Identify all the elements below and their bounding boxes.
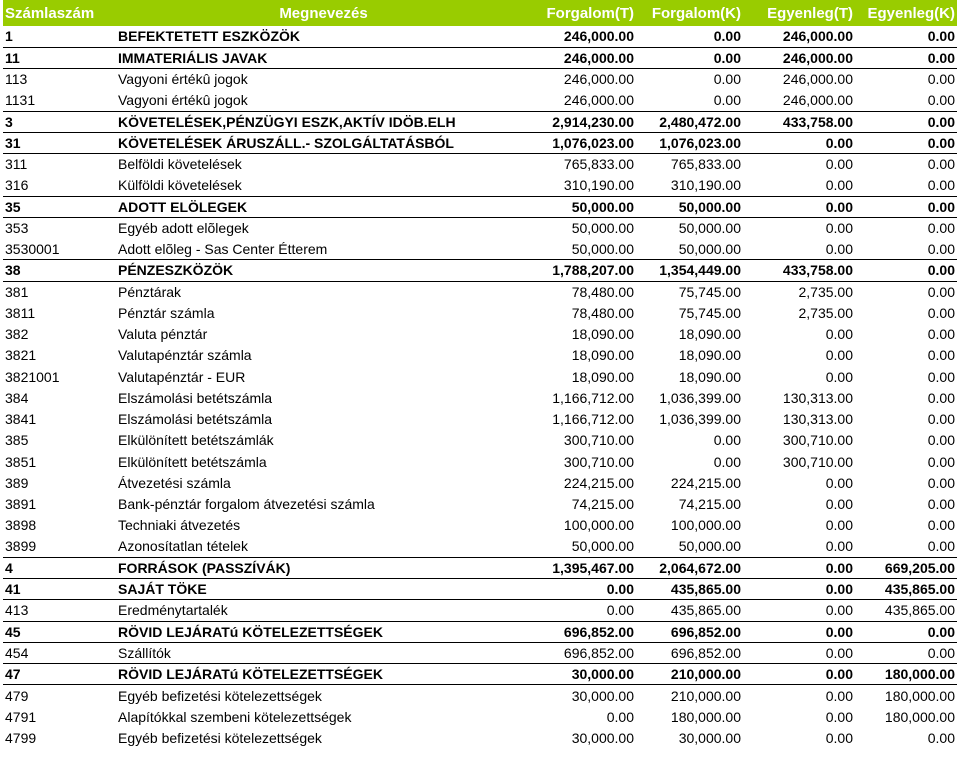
cell-account: 3898 [5, 517, 37, 534]
table-row [3, 600, 957, 621]
cell-turnover-t: 310,190.00 [563, 177, 634, 194]
cell-balance-k: 0.00 [855, 47, 957, 68]
cell-balance-k: 435,865.00 [855, 579, 957, 600]
cell-balance-k: 0.00 [927, 729, 955, 746]
cell-balance-t: 0.00 [743, 154, 855, 175]
cell-account: 479 [3, 685, 116, 706]
cell-turnover-t: 1,788,207.00 [531, 260, 636, 281]
cell-balance-t: 300,710.00 [782, 453, 853, 470]
cell-balance-k: 0.00 [927, 304, 955, 321]
cell-turnover-k: 696,852.00 [636, 642, 743, 663]
cell-turnover-k: 0.00 [636, 69, 743, 90]
cell-account: 3899 [5, 538, 37, 555]
cell-name: Elszámolási betétszámla [118, 389, 273, 406]
cell-balance-t: 0.00 [743, 579, 855, 600]
cell-turnover-t: 78,480.00 [531, 281, 636, 302]
cell-turnover-k: 0.00 [713, 432, 741, 449]
cell-account: 3841 [5, 411, 37, 428]
table-row [3, 26, 957, 47]
cell-balance-t: 2,735.00 [798, 304, 853, 321]
cell-turnover-k: 696,852.00 [636, 621, 743, 642]
cell-balance-k: 0.00 [927, 496, 955, 513]
cell-balance-k: 0.00 [927, 92, 955, 109]
table-row [3, 196, 957, 217]
cell-account: 1131 [5, 92, 36, 109]
cell-balance-t: 130,313.00 [782, 411, 853, 428]
cell-turnover-t: 30,000.00 [531, 664, 636, 685]
cell-account: 41 [3, 579, 116, 600]
table-row [3, 621, 957, 642]
cell-balance-t: 130,313.00 [782, 389, 853, 406]
cell-balance-t: 246,000.00 [743, 69, 855, 90]
header-balance-t: Egyenleg(T) [767, 4, 853, 22]
cell-balance-k: 0.00 [855, 111, 957, 132]
cell-turnover-k: 0.00 [713, 92, 741, 109]
cell-turnover-k: 765,833.00 [636, 154, 743, 175]
table-row [3, 324, 957, 345]
cell-name: Valutapénztár - EUR [118, 368, 246, 385]
cell-name: Egyéb befizetési kötelezettségek [116, 685, 531, 706]
cell-turnover-k: 100,000.00 [670, 517, 741, 534]
cell-account: 4799 [5, 729, 37, 746]
cell-account: 38 [3, 260, 116, 281]
cell-account: 45 [3, 621, 116, 642]
cell-balance-k: 0.00 [927, 240, 955, 257]
cell-account: 3851 [5, 453, 37, 470]
cell-account: 454 [3, 642, 116, 663]
cell-balance-k: 0.00 [927, 474, 955, 491]
table-row [3, 302, 957, 323]
table-row [3, 47, 957, 68]
cell-balance-k: 669,205.00 [855, 557, 957, 578]
cell-account: 3891 [5, 496, 37, 513]
cell-turnover-t: 0.00 [531, 579, 636, 600]
cell-account: 3811 [5, 304, 36, 321]
cell-turnover-k: 435,865.00 [636, 600, 743, 621]
cell-balance-t: 0.00 [743, 132, 855, 153]
cell-account: 385 [5, 432, 29, 449]
cell-turnover-k: 1,076,023.00 [636, 132, 743, 153]
cell-balance-k: 0.00 [927, 368, 955, 385]
cell-turnover-t: 1,395,467.00 [531, 557, 636, 578]
cell-account: 413 [3, 600, 116, 621]
cell-balance-t: 0.00 [825, 240, 853, 257]
cell-account: 381 [3, 281, 116, 302]
cell-turnover-t: 30,000.00 [531, 685, 636, 706]
cell-balance-t: 0.00 [825, 177, 853, 194]
cell-name: Külföldi követelések [118, 177, 242, 194]
cell-account: 31 [3, 132, 116, 153]
cell-account: 311 [3, 154, 116, 175]
cell-turnover-k: 75,745.00 [636, 281, 743, 302]
table-row [3, 260, 957, 281]
cell-balance-k: 0.00 [927, 432, 955, 449]
header-turnover-t: Forgalom(T) [546, 4, 634, 22]
cell-account: 384 [5, 389, 29, 406]
cell-balance-t: 0.00 [825, 708, 853, 725]
cell-balance-k: 435,865.00 [855, 600, 957, 621]
cell-name: Vagyoni értékû jogok [116, 69, 531, 90]
cell-balance-t: 0.00 [825, 368, 853, 385]
cell-balance-k: 180,000.00 [855, 664, 957, 685]
cell-balance-k: 0.00 [855, 132, 957, 153]
cell-turnover-k: 1,354,449.00 [636, 260, 743, 281]
cell-balance-k: 0.00 [927, 538, 955, 555]
cell-name: Adott elõleg - Sas Center Étterem [118, 240, 328, 257]
cell-turnover-t: 50,000.00 [571, 240, 634, 257]
cell-turnover-t: 78,480.00 [571, 304, 634, 321]
header-account: Számlaszám [5, 4, 95, 22]
table-row [3, 387, 957, 408]
cell-account: 3530001 [5, 240, 60, 257]
table-row [3, 239, 957, 260]
cell-name: KÖVETELÉSEK ÁRUSZÁLL.- SZOLGÁLTATÁSBÓL [116, 132, 531, 153]
cell-turnover-k: 210,000.00 [636, 685, 743, 706]
table-row [3, 111, 957, 132]
cell-turnover-t: 246,000.00 [531, 69, 636, 90]
cell-turnover-t: 696,852.00 [531, 642, 636, 663]
cell-balance-t: 246,000.00 [782, 28, 853, 45]
cell-turnover-t: 18,090.00 [571, 368, 634, 385]
cell-name: Bank-pénztár forgalom átvezetési számla [118, 496, 375, 513]
cell-balance-t: 2,735.00 [743, 281, 855, 302]
cell-turnover-t: 246,000.00 [563, 28, 634, 45]
cell-name: RÖVID LEJÁRATú KÖTELEZETTSÉGEK [116, 664, 531, 685]
header-name: Megnevezés [279, 4, 368, 22]
ledger-table [3, 0, 957, 749]
cell-balance-k: 0.00 [855, 154, 957, 175]
cell-turnover-k: 0.00 [636, 47, 743, 68]
cell-turnover-k: 2,480,472.00 [636, 111, 743, 132]
cell-balance-t: 0.00 [743, 664, 855, 685]
cell-name: RÖVID LEJÁRATú KÖTELEZETTSÉGEK [116, 621, 531, 642]
table-row [3, 557, 957, 578]
cell-account: 35 [3, 196, 116, 217]
cell-balance-t: 433,758.00 [743, 260, 855, 281]
cell-turnover-t: 246,000.00 [531, 47, 636, 68]
cell-balance-t: 0.00 [825, 496, 853, 513]
table-row [3, 494, 957, 515]
table-row [3, 69, 957, 90]
cell-balance-t: 0.00 [743, 642, 855, 663]
cell-turnover-k: 50,000.00 [678, 240, 741, 257]
cell-turnover-t: 18,090.00 [571, 326, 634, 343]
cell-turnover-t: 300,710.00 [563, 453, 634, 470]
cell-turnover-k: 1,036,399.00 [659, 389, 741, 406]
cell-balance-t: 0.00 [743, 217, 855, 238]
cell-turnover-t: 30,000.00 [571, 729, 634, 746]
cell-turnover-k: 18,090.00 [678, 368, 741, 385]
cell-account: 3821001 [5, 368, 60, 385]
table-row [3, 685, 957, 706]
table-row [3, 409, 957, 430]
cell-name: Elszámolási betétszámla [118, 411, 273, 428]
table-row [3, 132, 957, 153]
cell-turnover-k: 1,036,399.00 [659, 411, 741, 428]
cell-turnover-k: 18,090.00 [678, 326, 741, 343]
cell-balance-t: 0.00 [825, 474, 853, 491]
cell-account: 113 [3, 69, 116, 90]
cell-turnover-k: 30,000.00 [678, 729, 741, 746]
header-row [3, 0, 957, 26]
table-row [3, 175, 957, 196]
cell-balance-k: 0.00 [855, 281, 957, 302]
cell-balance-t: 300,710.00 [782, 432, 853, 449]
cell-turnover-k: 0.00 [713, 453, 741, 470]
cell-balance-t: 0.00 [743, 621, 855, 642]
cell-name: Valutapénztár számla [118, 347, 252, 364]
cell-turnover-t: 224,215.00 [563, 474, 634, 491]
table-row [3, 579, 957, 600]
cell-name: FORRÁSOK (PASSZÍVÁK) [116, 557, 531, 578]
cell-balance-t: 0.00 [743, 557, 855, 578]
cell-name: Valuta pénztár [118, 326, 208, 343]
cell-account: 1 [5, 28, 13, 45]
cell-name: Pénztár számla [118, 304, 215, 321]
cell-account: 3 [3, 111, 116, 132]
cell-balance-k: 0.00 [927, 326, 955, 343]
cell-account: 3821 [5, 347, 37, 364]
cell-balance-k: 0.00 [927, 517, 955, 534]
cell-balance-t: 0.00 [825, 347, 853, 364]
cell-balance-t: 0.00 [825, 538, 853, 555]
table-row [3, 90, 957, 111]
cell-turnover-t: 300,710.00 [563, 432, 634, 449]
cell-turnover-k: 75,745.00 [678, 304, 741, 321]
cell-turnover-t: 50,000.00 [531, 217, 636, 238]
cell-balance-t: 0.00 [825, 729, 853, 746]
cell-account: 4791 [5, 708, 37, 725]
cell-name: Azonosítatlan tételek [118, 538, 248, 555]
cell-name: Alapítókkal szembeni kötelezettségek [118, 708, 352, 725]
cell-turnover-k: 210,000.00 [636, 664, 743, 685]
cell-turnover-k: 50,000.00 [678, 538, 741, 555]
cell-turnover-k: 18,090.00 [678, 347, 741, 364]
cell-balance-k: 0.00 [855, 621, 957, 642]
table-row [3, 536, 957, 557]
cell-account: 353 [3, 217, 116, 238]
cell-balance-k: 180,000.00 [855, 685, 957, 706]
cell-turnover-t: 50,000.00 [531, 196, 636, 217]
cell-account: 382 [5, 326, 29, 343]
table-body [3, 26, 957, 749]
cell-name: PÉNZESZKÖZÖK [116, 260, 531, 281]
cell-turnover-t: 0.00 [531, 600, 636, 621]
cell-balance-t: 0.00 [825, 517, 853, 534]
cell-name: Egyéb adott elõlegek [116, 217, 531, 238]
cell-turnover-t: 696,852.00 [531, 621, 636, 642]
cell-balance-k: 0.00 [855, 260, 957, 281]
cell-balance-k: 0.00 [855, 69, 957, 90]
cell-turnover-t: 74,215.00 [571, 496, 634, 513]
cell-balance-t: 0.00 [743, 600, 855, 621]
cell-name: ADOTT ELÖLEGEK [116, 196, 531, 217]
cell-name: Pénztárak [116, 281, 531, 302]
cell-name: IMMATERIÁLIS JAVAK [116, 47, 531, 68]
cell-turnover-t: 1,166,712.00 [552, 411, 634, 428]
cell-turnover-t: 246,000.00 [563, 92, 634, 109]
cell-name: SAJÁT TÖKE [116, 579, 531, 600]
cell-turnover-k: 435,865.00 [636, 579, 743, 600]
cell-balance-t: 0.00 [743, 685, 855, 706]
cell-turnover-k: 180,000.00 [670, 708, 741, 725]
table-row [3, 642, 957, 663]
table-row [3, 515, 957, 536]
cell-name: Elkülönített betétszámla [118, 453, 267, 470]
table-row [3, 706, 957, 727]
table-row [3, 281, 957, 302]
cell-name: Eredménytartalék [116, 600, 531, 621]
cell-account: 4 [3, 557, 116, 578]
cell-balance-t: 433,758.00 [743, 111, 855, 132]
cell-balance-k: 0.00 [927, 453, 955, 470]
cell-turnover-k: 2,064,672.00 [636, 557, 743, 578]
cell-name: Elkülönített betétszámlák [118, 432, 274, 449]
table-row [3, 664, 957, 685]
cell-turnover-k: 310,190.00 [670, 177, 741, 194]
cell-name: Átvezetési számla [118, 474, 231, 491]
cell-account: 11 [3, 47, 116, 68]
cell-account: 316 [5, 177, 29, 194]
cell-balance-t: 0.00 [825, 326, 853, 343]
cell-turnover-k: 50,000.00 [636, 217, 743, 238]
cell-turnover-t: 18,090.00 [571, 347, 634, 364]
cell-turnover-t: 50,000.00 [571, 538, 634, 555]
cell-balance-k: 0.00 [855, 217, 957, 238]
cell-balance-k: 180,000.00 [884, 708, 955, 725]
cell-name: Techniaki átvezetés [118, 517, 241, 534]
table-row [3, 430, 957, 451]
cell-turnover-t: 1,076,023.00 [531, 132, 636, 153]
cell-balance-k: 0.00 [927, 411, 955, 428]
cell-turnover-k: 224,215.00 [670, 474, 741, 491]
cell-balance-t: 246,000.00 [743, 47, 855, 68]
cell-name: BEFEKTETETT ESZKÖZÖK [118, 28, 300, 45]
cell-turnover-t: 1,166,712.00 [552, 389, 634, 406]
cell-turnover-t: 0.00 [606, 708, 634, 725]
cell-balance-k: 0.00 [927, 389, 955, 406]
cell-turnover-k: 50,000.00 [636, 196, 743, 217]
table-row [3, 154, 957, 175]
cell-balance-k: 0.00 [927, 347, 955, 364]
cell-turnover-t: 100,000.00 [563, 517, 634, 534]
header-turnover-k: Forgalom(K) [651, 4, 741, 22]
header-balance-k: Egyenleg(K) [867, 4, 955, 22]
cell-account: 389 [5, 474, 29, 491]
cell-balance-k: 0.00 [927, 28, 955, 45]
cell-name: Szállítók [116, 642, 531, 663]
cell-balance-t: 0.00 [743, 196, 855, 217]
table-row [3, 217, 957, 238]
table-header [3, 0, 957, 26]
cell-balance-k: 0.00 [855, 196, 957, 217]
cell-turnover-k: 0.00 [713, 28, 741, 45]
table-row [3, 472, 957, 493]
table-row [3, 366, 957, 387]
cell-name: KÖVETELÉSEK,PÉNZÜGYI ESZK,AKTÍV IDÖB.ELH [116, 111, 531, 132]
cell-name: Vagyoni értékû jogok [118, 92, 248, 109]
table-row [3, 727, 957, 748]
cell-turnover-k: 74,215.00 [678, 496, 741, 513]
cell-balance-k: 0.00 [927, 177, 955, 194]
cell-balance-k: 0.00 [855, 642, 957, 663]
cell-balance-t: 246,000.00 [782, 92, 853, 109]
cell-account: 47 [3, 664, 116, 685]
table-row [3, 345, 957, 366]
cell-turnover-t: 2,914,230.00 [531, 111, 636, 132]
cell-turnover-t: 765,833.00 [531, 154, 636, 175]
cell-name: Egyéb befizetési kötelezettségek [118, 729, 322, 746]
cell-name: Belföldi követelések [116, 154, 531, 175]
table-row [3, 451, 957, 472]
